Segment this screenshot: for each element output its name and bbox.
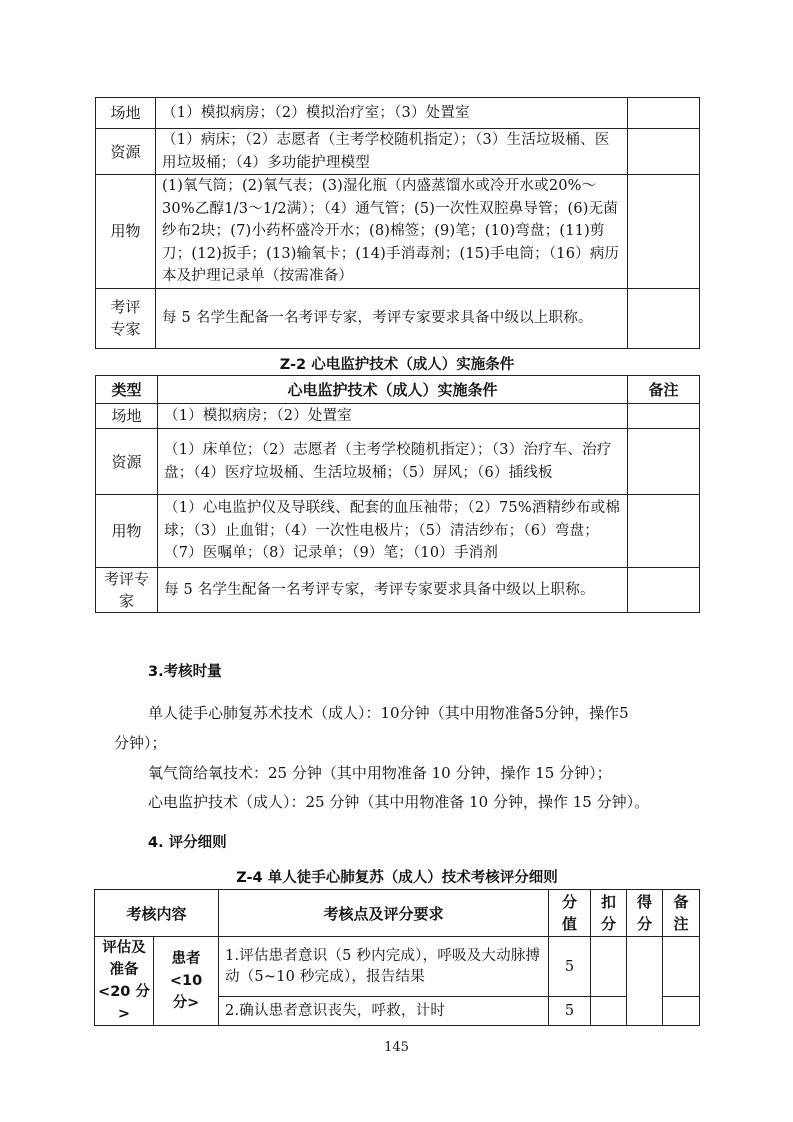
row-label: 资源 — [96, 429, 158, 495]
table-row — [96, 404, 700, 429]
deduction-cell — [591, 997, 627, 1026]
column-header: 得分 — [627, 890, 663, 937]
table-row — [96, 175, 700, 289]
row-note — [628, 175, 700, 289]
remark-cell — [663, 997, 700, 1026]
score-cell: 5 — [549, 997, 591, 1026]
ecg-conditions-table — [95, 375, 700, 613]
row-content: （1）病床；（2）志愿者（主考学校随机指定）；（3）生活垃圾桶、医用垃圾桶；（4）多功能护理模型 — [156, 129, 628, 175]
subcategory-cell: 患者<10 分> — [154, 937, 219, 1026]
table-row — [96, 288, 700, 348]
table-row — [95, 937, 700, 997]
column-header: 分值 — [549, 890, 591, 937]
section-heading: 4. 评分细则 — [148, 835, 227, 851]
deduction-cell — [591, 937, 627, 997]
column-header: 备注 — [663, 890, 700, 937]
table-caption: Z-4 单人徒手心肺复苏（成人）技术考核评分细则 — [236, 870, 558, 886]
paragraph-line: 分钟）； — [114, 734, 167, 752]
table-row — [96, 429, 700, 495]
table-caption: Z-2 心电监护技术（成人）实施条件 — [279, 357, 515, 373]
paragraph-line: 单人徒手心肺复苏术技术（成人）：10分钟（其中用物准备5分钟，操作5 — [148, 704, 629, 722]
column-header: 心电监护技术（成人）实施条件 — [158, 376, 628, 404]
row-note — [628, 495, 700, 568]
row-label: 考评专家 — [96, 568, 158, 613]
row-note — [628, 568, 700, 613]
score-cell: 5 — [549, 937, 591, 997]
row-note — [628, 98, 700, 129]
row-note — [628, 404, 700, 429]
oxygen-conditions-table — [95, 97, 700, 349]
row-note — [628, 129, 700, 175]
column-header: 类型 — [96, 376, 158, 404]
row-content: （1）心电监护仪及导联线、配套的血压袖带；（2）75%酒精纱布或棉球；（3）止血钳；（4）一次性电极片；（5）清洁纱布；（6）弯盘；（7）医嘱单；（8）记录单；（9）笔；（10）手消剂 — [158, 495, 628, 568]
category-cell: 评估及准备<20 分> — [95, 937, 154, 1026]
row-content: （1）床单位；（2）志愿者（主考学校随机指定）；（3）治疗车、治疗盘；（4）医疗垃圾桶、生活垃圾桶；（5）屏风；（6）插线板 — [158, 429, 628, 495]
row-content: （1）模拟病房；（2）模拟治疗室；（3）处置室 — [156, 98, 628, 129]
row-note — [628, 429, 700, 495]
page-number: 145 — [384, 1040, 409, 1055]
row-content: (1)氧气筒；(2)氧气表；(3)湿化瓶（内盛蒸馏水或冷开水或20%～30%乙醇1/3～1/2满）；（4）通气管；(5)一次性双腔鼻导管；(6)无菌纱布2块；(7)小药杯盛冷开水；(8)棉签；(9)笔；(10)弯盘；(11)剪刀；(12)扳手；(13)输氧卡；(14)手消毒剂；(15)手电筒；（16）病历本及护理记录单（按需准备） — [156, 175, 628, 289]
row-label: 场地 — [96, 98, 156, 129]
row-label: 用物 — [96, 495, 158, 568]
table-row — [96, 495, 700, 568]
row-content: 每 5 名学生配备一名考评专家，考评专家要求具备中级以上职称。 — [158, 568, 628, 613]
row-content: （1）模拟病房；（2）处置室 — [158, 404, 628, 429]
scoring-table — [94, 889, 700, 1026]
table-row — [96, 568, 700, 613]
column-header: 扣分 — [591, 890, 627, 937]
earned-score-cell — [627, 937, 663, 1026]
paragraph-line: 心电监护技术（成人）：25 分钟（其中用物准备 10 分钟，操作 15 分钟）。 — [148, 793, 650, 811]
criteria-cell: 1.评估患者意识（5 秒内完成），呼吸及大动脉搏动（5~10 秒完成），报告结果 — [219, 937, 549, 997]
remark-cell — [663, 937, 700, 997]
criteria-cell: 2.确认患者意识丧失，呼救，计时 — [219, 997, 549, 1026]
column-header: 考核点及评分要求 — [219, 890, 549, 937]
table-row — [96, 129, 700, 175]
row-label: 考评专家 — [96, 288, 156, 348]
row-note — [628, 288, 700, 348]
row-label: 资源 — [96, 129, 156, 175]
table-header-row — [96, 376, 700, 404]
row-label: 场地 — [96, 404, 158, 429]
column-header: 考核内容 — [95, 890, 219, 937]
row-content: 每 5 名学生配备一名考评专家，考评专家要求具备中级以上职称。 — [156, 288, 628, 348]
paragraph-line: 氧气筒给氧技术：25 分钟（其中用物准备 10 分钟，操作 15 分钟）； — [148, 764, 612, 782]
table-row — [96, 98, 700, 129]
column-header: 备注 — [628, 376, 700, 404]
section-heading: 3.考核时量 — [148, 664, 222, 680]
table-header-row — [95, 890, 700, 937]
row-label: 用物 — [96, 175, 156, 289]
